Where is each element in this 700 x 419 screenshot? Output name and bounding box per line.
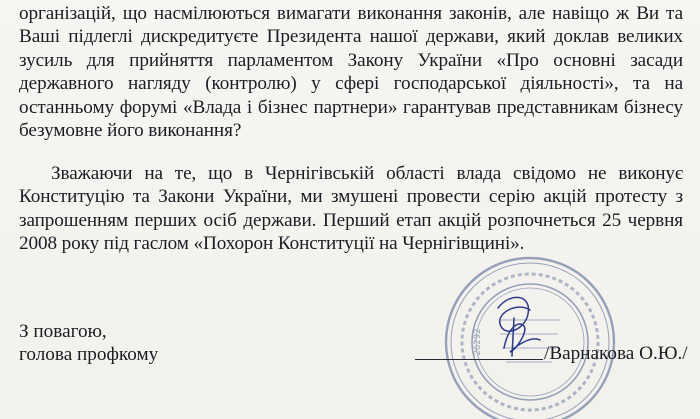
letter-paragraph-2 [19,162,683,256]
closing-block [19,320,158,367]
letter-paragraph-2-text: Зважаючи на те, що в Чернігівській області влада свідомо не виконує Конституцію та Закони України, ми змушені провести серію акцій протесту з запрошенням перших осіб держави. Перший етап акцій розпочнеться 25 червня 2008 року під гаслом «Похорон Конституції на Чернігівщині». [19,163,683,255]
signatory-name: /Варнакова О.Ю./ [544,343,688,364]
stamp-code: 26292 [473,328,483,356]
signature-line [415,359,543,360]
closing-position: голова профкому [19,344,159,366]
letter-paragraph-1: організацій, що насмілюються вимагати виконання законів, але навіщо ж Ви та Ваші підлеглі дискредитуєте Президента нашої держави, який доклав великих зусиль для прийняття парламентом Закону України «Про основні засади державного нагляду (контролю) у сфері господарської діяльності», та на останньому форумі «Влада і бізнес партнери» гарантував представникам бізнесу безумовне його виконання? [19,3,683,142]
closing-salutation: З повагою, [19,321,107,342]
